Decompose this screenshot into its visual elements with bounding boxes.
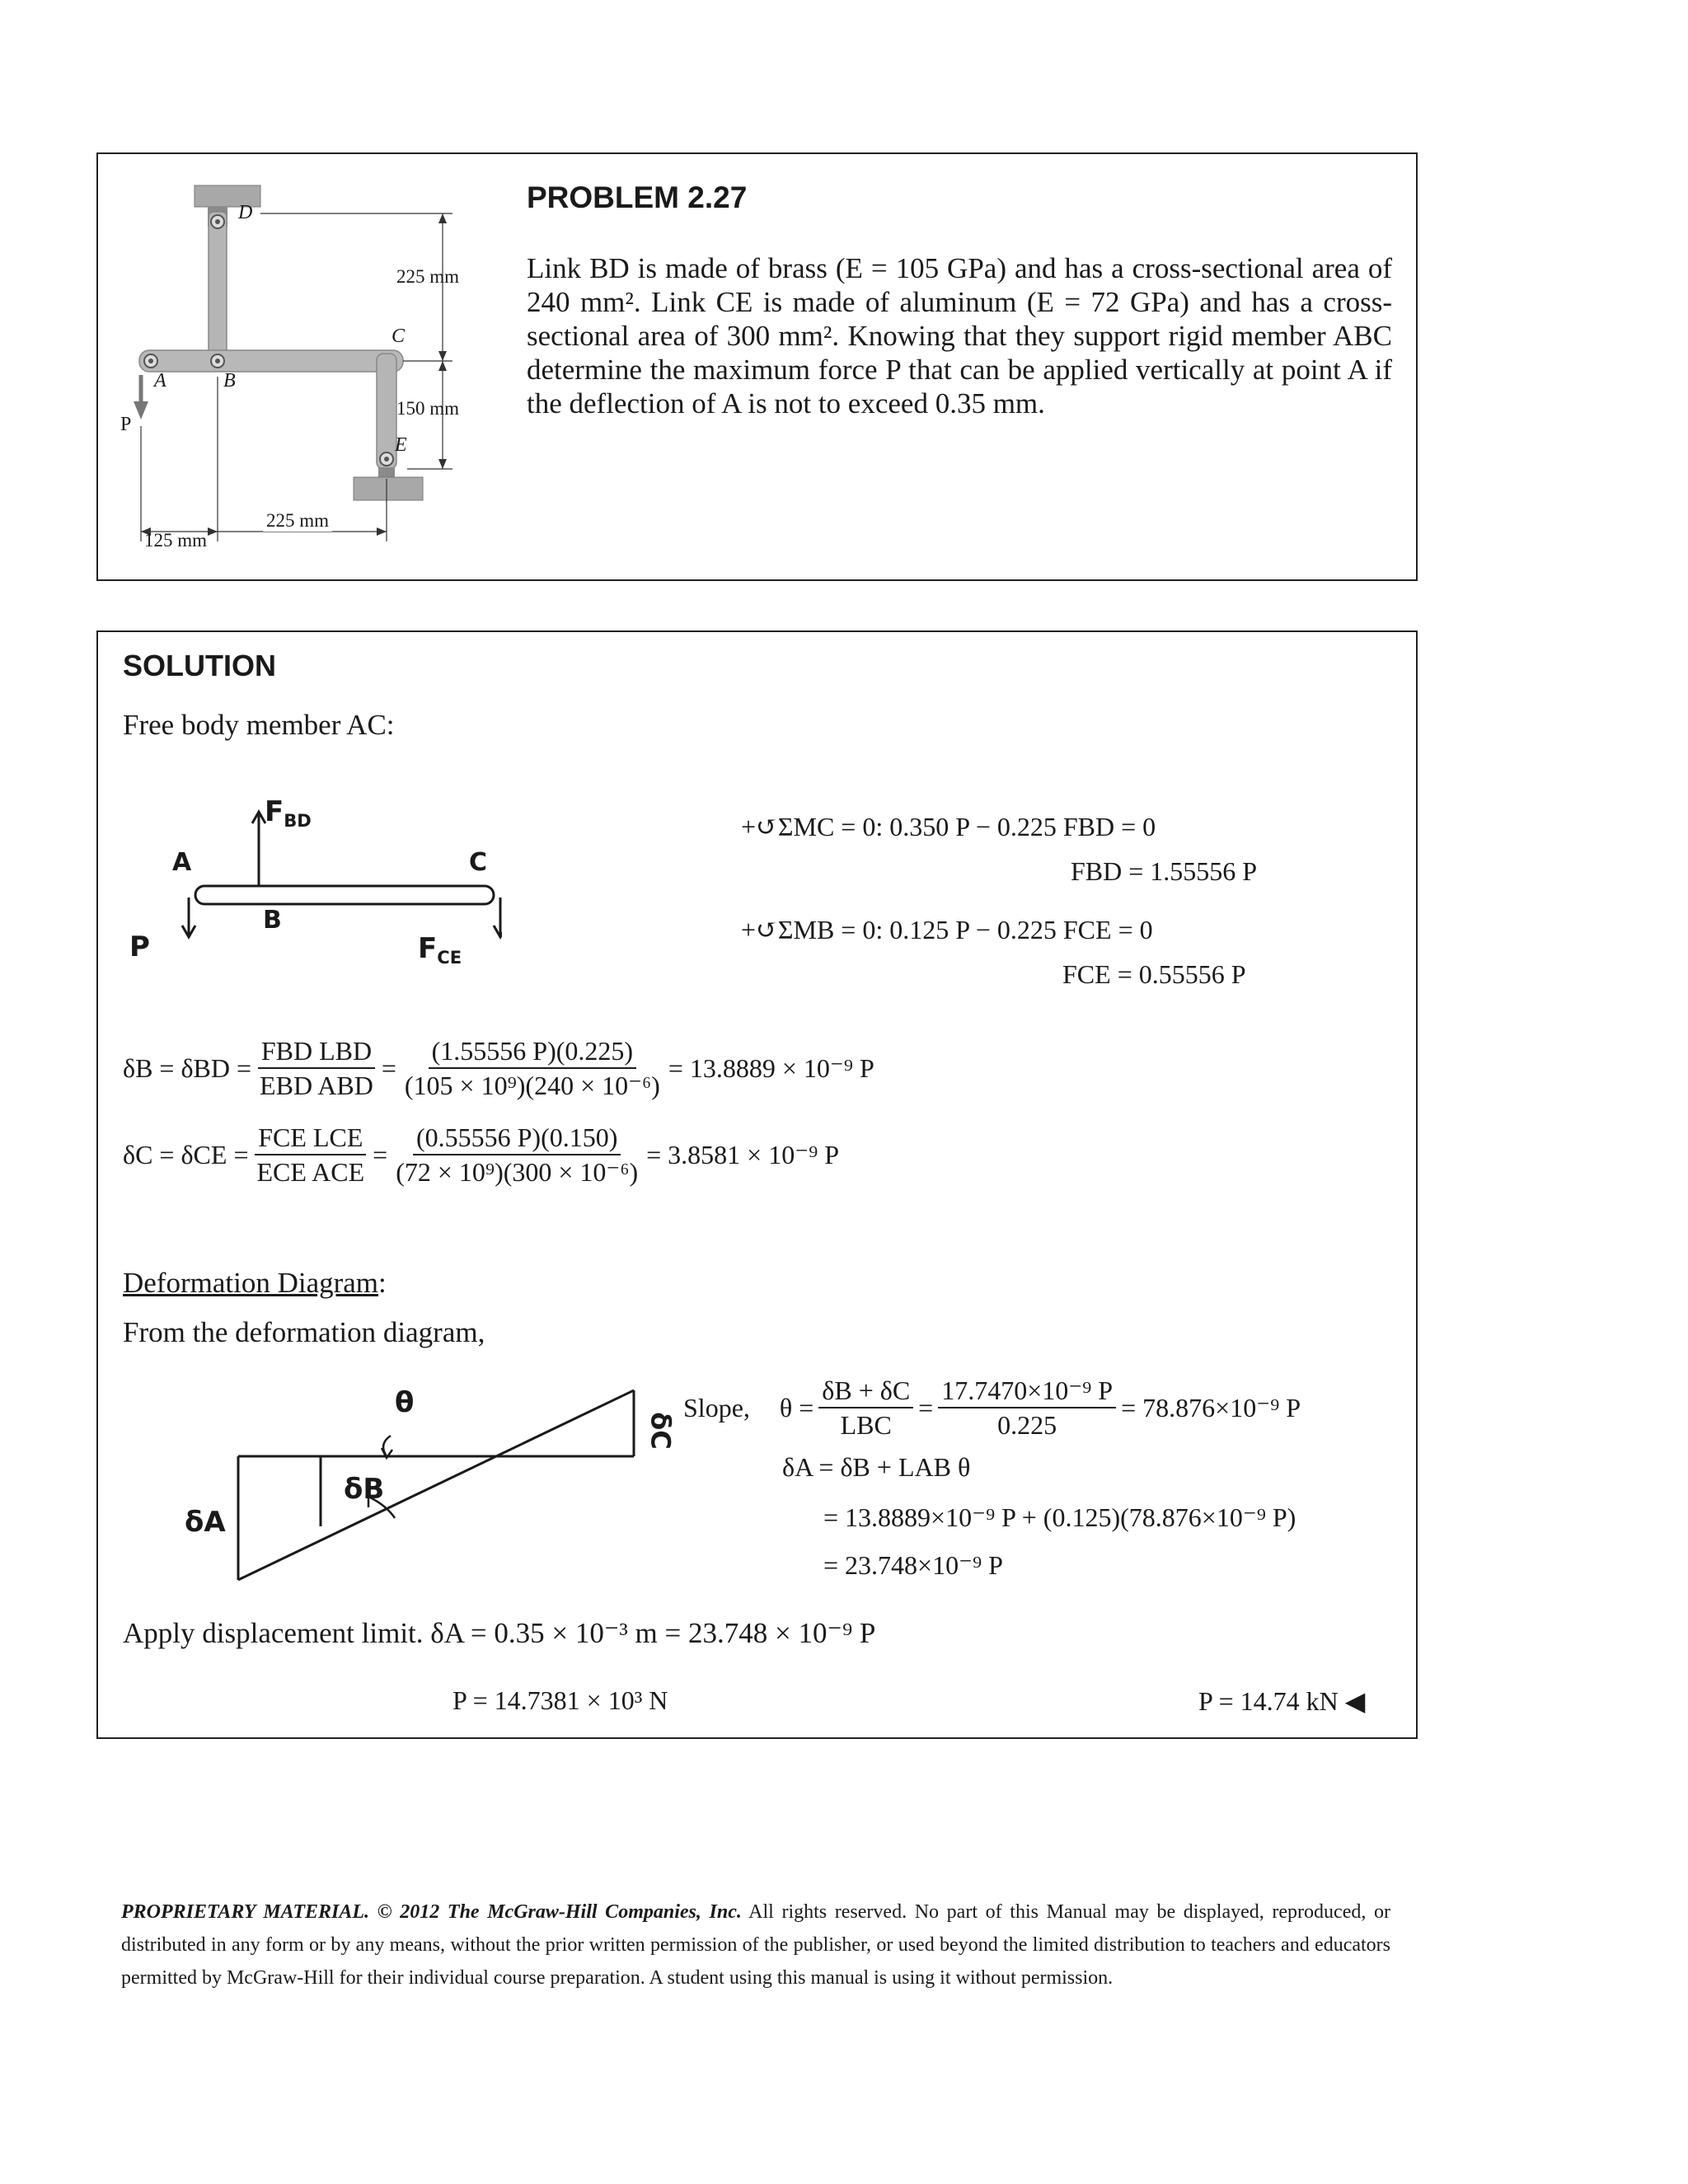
final-answer: P = 14.74 kN ◀ <box>1198 1686 1366 1716</box>
dim-225-horiz: 225 mm <box>263 510 332 532</box>
answer-marker-icon: ◀ <box>1344 1686 1366 1716</box>
delta-a-line1: δA = δB + LAB θ <box>782 1452 971 1482</box>
label-d: D <box>238 202 253 223</box>
apply-limit: Apply displacement limit. δA = 0.35 × 10⁻³ m = 23.748 × 10⁻⁹ P <box>123 1617 876 1649</box>
problem-box <box>96 152 1418 581</box>
slope-label: Slope, <box>683 1392 750 1422</box>
label-c: C <box>392 326 406 347</box>
label-p: P <box>120 414 132 435</box>
delta-c-result: = 3.8581 × 10⁻⁹ P <box>646 1140 840 1169</box>
slope-result: = 78.876×10⁻⁹ P <box>1121 1393 1301 1422</box>
slope-frac1: $\frac{\delta B + \delta C}{\text{LBC}}$ <box>818 1374 913 1441</box>
fbd-label-b: B <box>263 906 282 935</box>
fbd-intro: Free body member AC: <box>123 709 395 741</box>
slope-theta: θ = <box>779 1392 814 1422</box>
moment-eq-c: +↺ΣMC = 0: 0.350 P − 0.225 FBD = 0 <box>741 812 1156 841</box>
solution-box <box>96 630 1418 1739</box>
delta-b-result: = 13.8889 × 10⁻⁹ P <box>668 1053 874 1083</box>
link-bd <box>209 212 227 360</box>
footer-text: All rights reserved. No part of this Manual may be displayed, reproduced, or distributed in any form or by any means, without the prior written permission of the publisher, or used beyond the limited distribution to teachers and educators permitted by McGraw-Hill for their individual course preparation. A student using this manual is using it without permission. <box>121 1901 1390 1989</box>
problem-statement: Link BD is made of brass (E = 105 GPa) and has a cross-sectional area of 240 mm². Link CE is made of aluminum (E = 72 GPa) and has a cross-sectional area of 300 mm². Knowing that they support rigid member ABC determine the maximum force P that can be applied vertically at point A if the deflection of A is not to exceed 0.35 mm. <box>527 252 1392 419</box>
fbd-label-c: C <box>469 848 488 877</box>
delta-b-frac2: $\frac{(1.55556 P)(0.225)}{\text{(105 × 10⁹)(240 × 10⁻⁶)}}$ <box>404 1036 660 1100</box>
delta-a-line3: = 23.748×10⁻⁹ P <box>823 1550 1003 1580</box>
fbd-beam <box>195 886 494 904</box>
label-a: A <box>154 370 166 391</box>
member-abc <box>139 350 403 372</box>
dim-150-vert: 150 mm <box>396 398 460 419</box>
fbd-label-p: P <box>129 930 150 963</box>
problem-title: PROBLEM 2.27 <box>527 180 748 214</box>
delta-c-eq: δC = δCE = $\frac{\text{FCE LCE}}{\text{ECE ACE}}$ = $\frac{(0.55556 P)(0.150)}{\text{(72 × 10⁹)(300 × 10⁻⁶)}}$ = 3.8581 × 10⁻⁹ P <box>123 1122 840 1187</box>
delta-b-frac1: $\frac{\text{FBD LBD}}{\text{EBD ABD}}$ <box>256 1034 377 1102</box>
delta-c-frac2: $\frac{(0.55556 P)(0.150)}{\text{(72 × 10⁹)(300 × 10⁻⁶)}}$ <box>396 1122 639 1187</box>
dim-125-horiz: 125 mm <box>144 530 208 551</box>
solution-heading: SOLUTION <box>123 649 276 682</box>
footer-bold: PROPRIETARY MATERIAL. © 2012 The McGraw-Hill Companies, Inc. <box>121 1901 742 1923</box>
label-e: E <box>395 434 407 456</box>
deform-label-db: δB <box>344 1473 385 1506</box>
deform-label-dc: δC <box>645 1412 677 1450</box>
delta-a-line2: = 13.8889×10⁻⁹ P + (0.125)(78.876×10⁻⁹ P) <box>823 1502 1296 1532</box>
p-value: P = 14.7381 × 10³ N <box>452 1685 668 1715</box>
delta-c-lhs: δC = δCE = <box>123 1139 249 1169</box>
fbd-label-fce: $F_{CE}$ <box>418 932 462 968</box>
slope-eq: Slope, θ = $\frac{\delta B + \delta C}{\text{LBC}}$ = $\frac{\text{17.7470×10⁻⁹ P}}{0.225}$ = 78.876×10⁻⁹ P <box>683 1376 1301 1440</box>
deformation-intro: From the deformation diagram, <box>123 1316 485 1348</box>
moment-eq-b: +↺ΣMB = 0: 0.125 P − 0.225 FCE = 0 <box>741 915 1153 944</box>
deform-label-theta: θ <box>395 1386 415 1419</box>
footer-note <box>121 1896 1390 1994</box>
slope-frac2: $\frac{\text{17.7470×10⁻⁹ P}}{0.225}$ <box>938 1374 1116 1441</box>
label-b: B <box>223 370 236 391</box>
delta-c-frac1: $\frac{\text{FCE LCE}}{\text{ECE ACE}}$ <box>253 1121 368 1188</box>
support-bottom <box>354 477 423 500</box>
deformation-heading: Deformation Diagram: <box>123 1267 387 1299</box>
fbd-result: FBD = 1.55556 P <box>1071 856 1258 886</box>
deform-label-da: δA <box>185 1506 226 1539</box>
fce-result: FCE = 0.55556 P <box>1062 959 1246 989</box>
delta-b-eq: δB = δBD = $\frac{\text{FBD LBD}}{\text{EBD ABD}}$ = $\frac{(1.55556 P)(0.225)}{\text{(105 × 10⁹)(240 × 10⁻⁶)}}$ = 13.8889 × 10⁻⁹ P <box>123 1036 874 1100</box>
fbd-label-fbd: $F_{BD}$ <box>265 795 312 832</box>
delta-b-lhs: δB = δBD = <box>123 1052 252 1083</box>
deformation-diagram <box>222 1374 683 1605</box>
fbd-label-a: A <box>172 848 192 877</box>
dim-225-vert: 225 mm <box>396 266 460 287</box>
